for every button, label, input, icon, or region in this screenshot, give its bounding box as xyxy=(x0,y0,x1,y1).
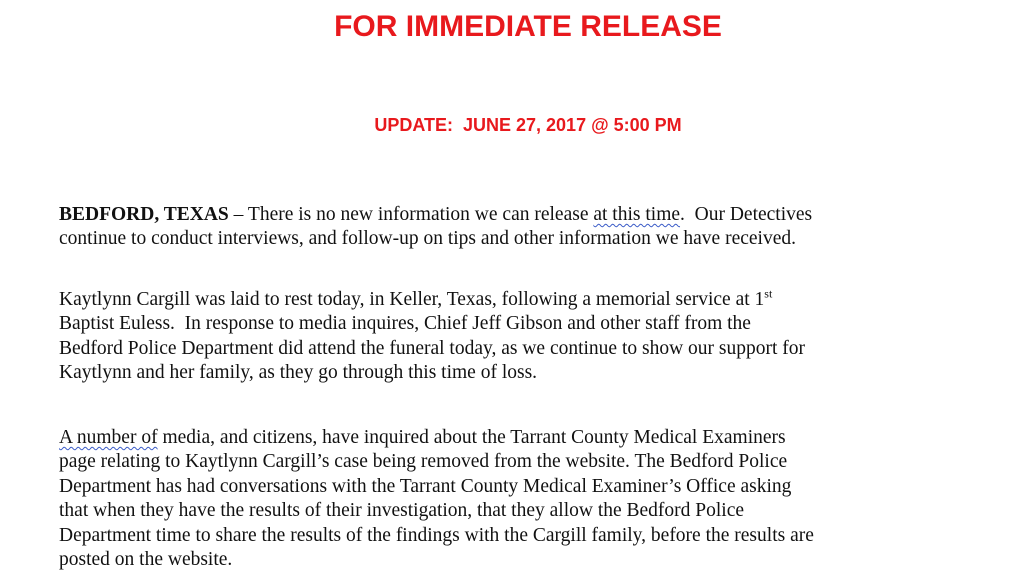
paragraph-line: Department time to share the results of the findings with the Cargill family, before the results are xyxy=(59,524,814,546)
paragraph-line: Kaytlynn and her family, as they go through this time of loss. xyxy=(59,362,538,384)
paragraph-line xyxy=(59,426,1019,450)
paragraph-line xyxy=(59,203,1019,227)
text-segment: media, and citizens, have inquired about the Tarrant County Medical Examiners xyxy=(157,427,786,448)
text-segment: – There is no new information we can release xyxy=(228,204,594,225)
spellcheck-flagged-phrase: A number of xyxy=(59,427,158,448)
paragraph-memorial-service xyxy=(59,288,1019,386)
update-timestamp: UPDATE: JUNE 27, 2017 @ 5:00 PM xyxy=(374,115,682,135)
paragraph-line: continue to conduct interviews, and follow-up on tips and other information we have received. xyxy=(59,228,796,250)
paragraph-line: Department has had conversations with the Tarrant County Medical Examiner’s Office asking xyxy=(59,475,792,497)
paragraph-line xyxy=(59,288,1019,312)
paragraph-line: posted on the website. xyxy=(59,549,233,571)
text-segment: Kaytlynn Cargill was laid to rest today, in Keller, Texas, following a memorial service at 1 xyxy=(59,289,765,310)
paragraph-line: Bedford Police Department did attend the funeral today, as we continue to show our support for xyxy=(59,337,806,359)
paragraph-line: Baptist Euless. In response to media inquires, Chief Jeff Gibson and other staff from the xyxy=(59,313,751,335)
paragraph-line: that when they have the results of their investigation, that they allow the Bedford Police xyxy=(59,500,745,522)
release-heading: FOR IMMEDIATE RELEASE xyxy=(334,10,722,43)
paragraph-line: page relating to Kaytlynn Cargill’s case being removed from the website. The Bedford Police xyxy=(59,451,788,473)
text-segment: . Our Detectives xyxy=(680,204,813,225)
ordinal-suffix: st xyxy=(764,286,773,301)
paragraph-medical-examiner xyxy=(59,426,1019,572)
spellcheck-flagged-phrase: at this time xyxy=(593,204,681,225)
paragraph-no-new-information xyxy=(59,203,1019,252)
dateline: BEDFORD, TEXAS xyxy=(59,204,229,225)
